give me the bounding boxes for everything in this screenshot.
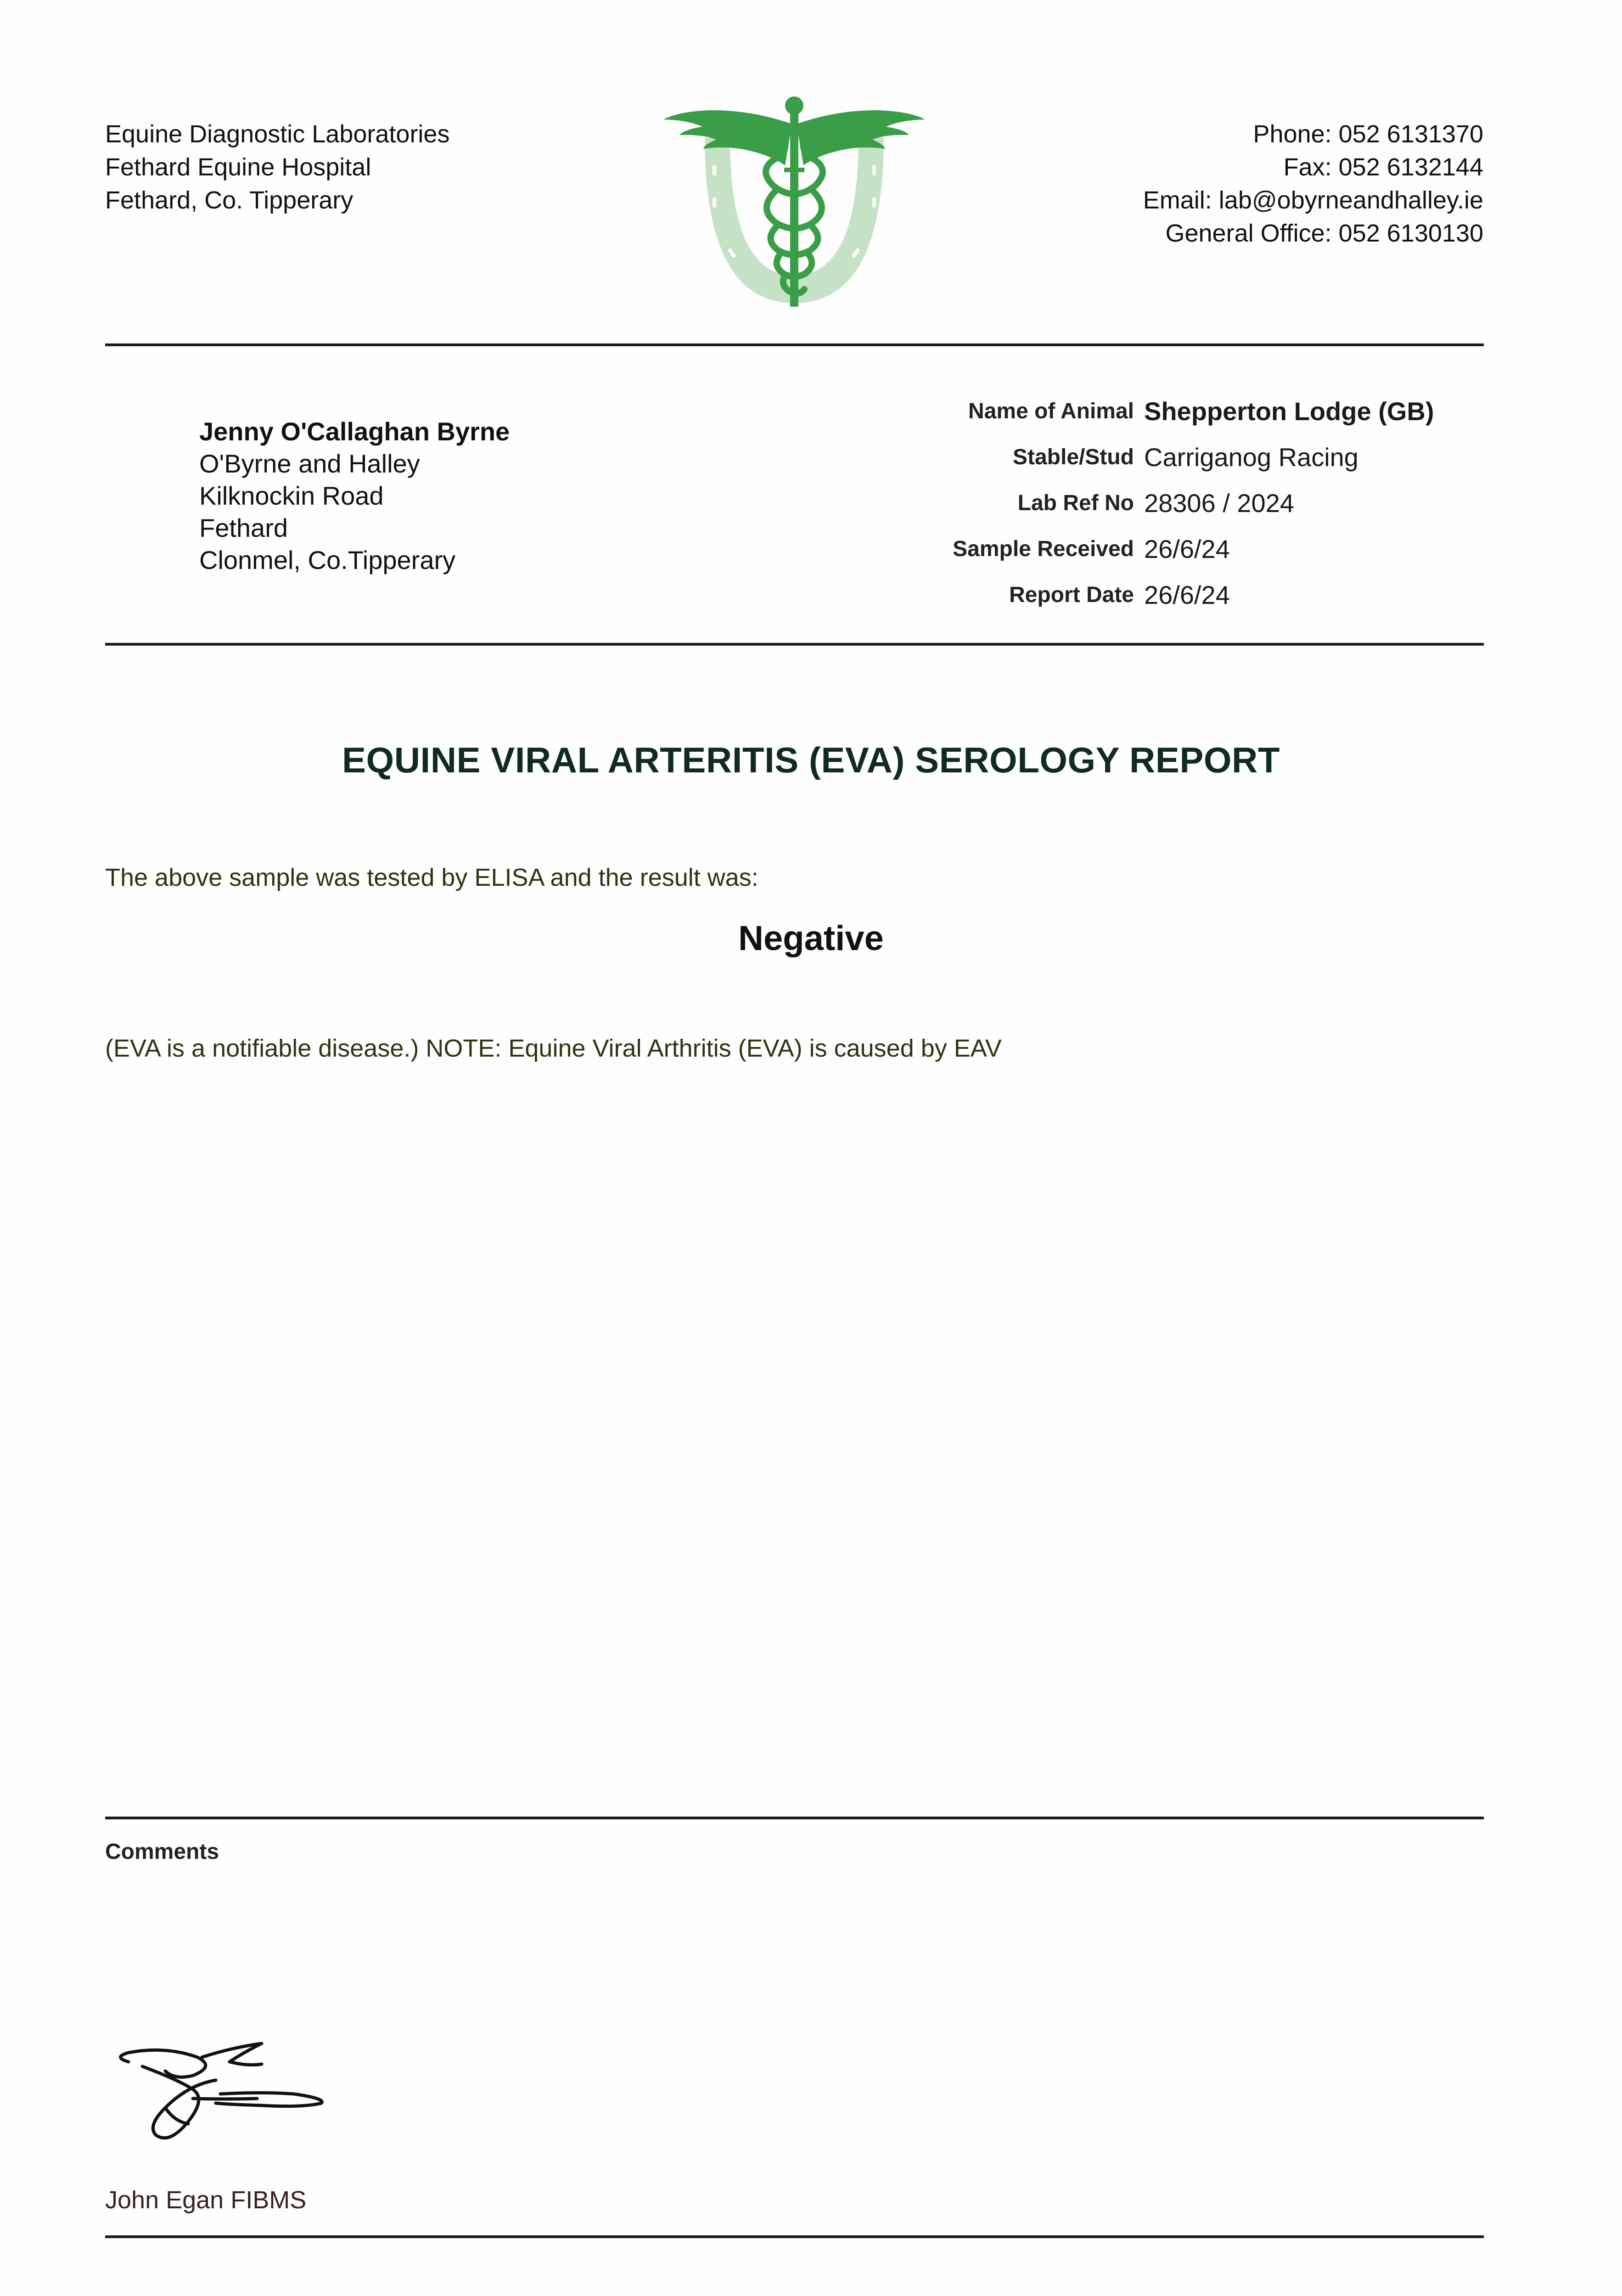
- recipient-address: [199, 416, 510, 576]
- sample-info-row: [872, 526, 1483, 572]
- recipient-line: Kilknockin Road: [199, 481, 384, 510]
- animal-name-label: Name of Animal: [968, 399, 1134, 423]
- general-office-number: General Office: 052 6130130: [1165, 219, 1483, 247]
- comments-divider: [105, 1817, 1484, 1819]
- sample-received-label: Sample Received: [953, 536, 1134, 561]
- lab-contact-details: [1143, 118, 1483, 250]
- signature: [110, 2030, 349, 2158]
- report-date-value: 26/6/24: [1144, 580, 1230, 609]
- sample-info-row: [872, 572, 1483, 618]
- phone-number: Phone: 052 6131370: [1253, 120, 1483, 148]
- recipient-line: Fethard: [199, 513, 288, 542]
- report-title: EQUINE VIRAL ARTERITIS (EVA) SEROLOGY REPORT: [342, 740, 1280, 780]
- sample-info-row: [872, 388, 1483, 434]
- test-result: Negative: [738, 919, 884, 958]
- test-method-text: The above sample was tested by ELISA and the result was:: [105, 864, 758, 891]
- sample-info-table: [872, 388, 1483, 618]
- sample-received-value: 26/6/24: [1144, 534, 1230, 563]
- recipient-name: Jenny O'Callaghan Byrne: [199, 417, 510, 446]
- lab-ref-value: 28306 / 2024: [1144, 488, 1294, 518]
- stable-value: Carriganog Racing: [1144, 442, 1358, 472]
- caduceus-horseshoe-logo: [661, 87, 927, 312]
- footer-divider: [105, 2235, 1484, 2238]
- comments-label: Comments: [105, 1840, 219, 1864]
- lab-address-line: Equine Diagnostic Laboratories: [105, 120, 450, 148]
- disease-note: (EVA is a notifiable disease.) NOTE: Equine Viral Arthritis (EVA) is caused by EAV: [105, 1035, 1002, 1062]
- lab-ref-label: Lab Ref No: [1017, 490, 1134, 515]
- lab-address-line: Fethard Equine Hospital: [105, 153, 371, 181]
- email-address: Email: lab@obyrneandhalley.ie: [1143, 186, 1483, 214]
- header-divider: [105, 343, 1484, 346]
- recipient-line: Clonmel, Co.Tipperary: [199, 546, 456, 574]
- sample-info-row: [872, 480, 1483, 526]
- info-divider: [105, 643, 1484, 646]
- lab-address: [105, 118, 449, 217]
- sample-info-row: [872, 434, 1483, 480]
- fax-number: Fax: 052 6132144: [1283, 153, 1483, 181]
- animal-name-value: Shepperton Lodge (GB): [1144, 396, 1434, 426]
- stable-label: Stable/Stud: [1012, 445, 1134, 469]
- signatory-name: John Egan FIBMS: [105, 2186, 307, 2214]
- recipient-line: O'Byrne and Halley: [199, 449, 420, 478]
- lab-address-line: Fethard, Co. Tipperary: [105, 186, 354, 214]
- report-date-label: Report Date: [1009, 582, 1134, 607]
